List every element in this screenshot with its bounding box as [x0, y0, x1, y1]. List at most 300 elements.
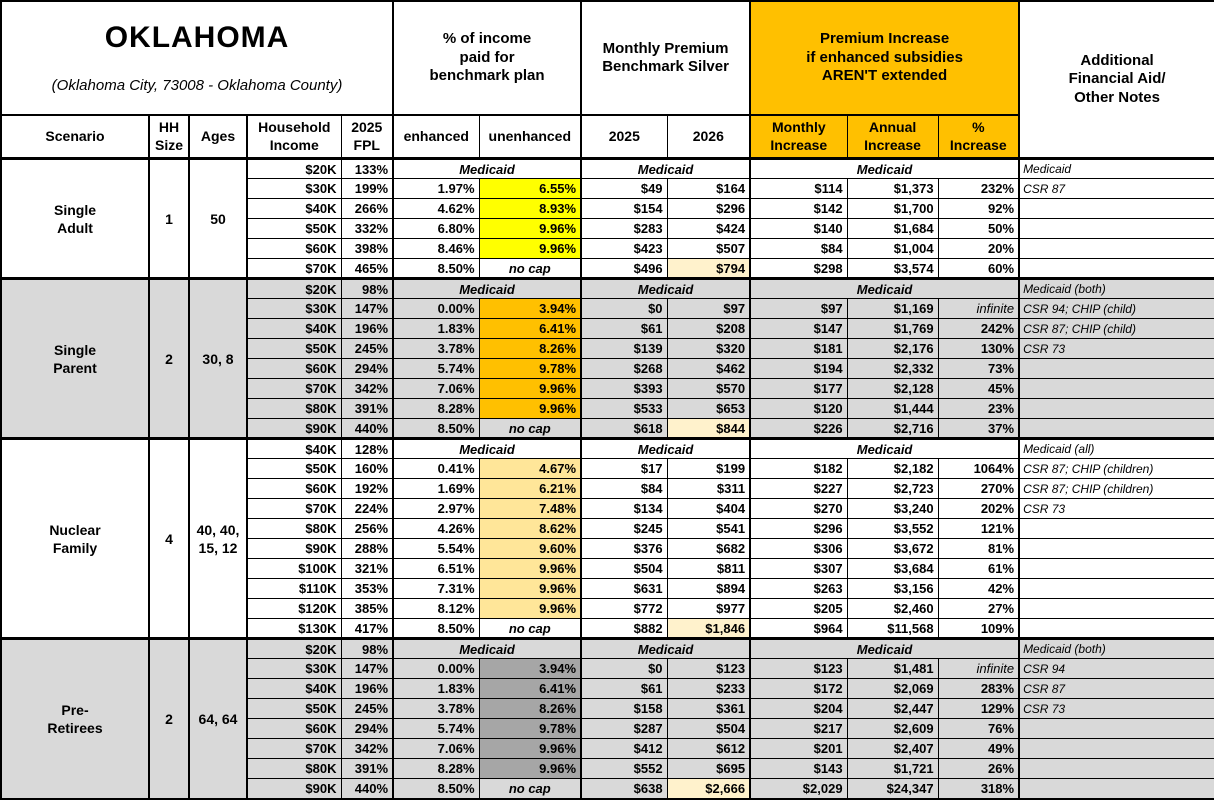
- note-cell: [1019, 379, 1214, 399]
- annual-increase-cell: $2,609: [847, 719, 938, 739]
- medicaid-merged-cell: Medicaid: [750, 159, 1019, 179]
- annual-increase-cell: $1,169: [847, 299, 938, 319]
- monthly-increase-cell: $182: [750, 459, 847, 479]
- income-cell: $40K: [247, 679, 341, 699]
- premium-2026-cell: $123: [667, 659, 750, 679]
- income-cell: $60K: [247, 479, 341, 499]
- enhanced-pct-cell: 8.50%: [393, 419, 479, 439]
- note-cell: Medicaid (both): [1019, 279, 1214, 299]
- enhanced-pct-cell: 5.54%: [393, 539, 479, 559]
- enhanced-pct-cell: 1.69%: [393, 479, 479, 499]
- enhanced-pct-cell: 7.06%: [393, 379, 479, 399]
- medicaid-merged-cell: Medicaid: [750, 279, 1019, 299]
- note-cell: CSR 87; CHIP (child): [1019, 319, 1214, 339]
- fpl-cell: 192%: [341, 479, 393, 499]
- premium-2025-cell: $376: [581, 539, 667, 559]
- pct-increase-cell: 318%: [938, 779, 1019, 799]
- enhanced-pct-cell: 2.97%: [393, 499, 479, 519]
- premium-2026-cell: $811: [667, 559, 750, 579]
- unenhanced-pct-cell: 6.21%: [479, 479, 581, 499]
- unenhanced-pct-cell: 3.94%: [479, 299, 581, 319]
- income-cell: $80K: [247, 399, 341, 419]
- col-header-annual-increase: Annual Increase: [847, 115, 938, 159]
- medicaid-merged-cell: Medicaid: [581, 159, 750, 179]
- annual-increase-cell: $1,700: [847, 199, 938, 219]
- note-cell: CSR 87; CHIP (children): [1019, 459, 1214, 479]
- note-cell: CSR 94; CHIP (child): [1019, 299, 1214, 319]
- note-cell: Medicaid (all): [1019, 439, 1214, 459]
- unenhanced-pct-cell: 9.96%: [479, 739, 581, 759]
- unenhanced-pct-cell: 6.41%: [479, 679, 581, 699]
- annual-increase-cell: $2,128: [847, 379, 938, 399]
- col-header-ages: Ages: [189, 115, 247, 159]
- premium-2025-cell: $0: [581, 299, 667, 319]
- unenhanced-pct-cell: 9.96%: [479, 399, 581, 419]
- premium-2025-cell: $423: [581, 239, 667, 259]
- enhanced-pct-cell: 8.28%: [393, 759, 479, 779]
- premium-2026-cell: $682: [667, 539, 750, 559]
- monthly-increase-cell: $2,029: [750, 779, 847, 799]
- income-cell: $50K: [247, 699, 341, 719]
- monthly-increase-cell: $177: [750, 379, 847, 399]
- note-cell: CSR 73: [1019, 699, 1214, 719]
- col-header-monthly-increase: Monthly Increase: [750, 115, 847, 159]
- income-cell: $30K: [247, 179, 341, 199]
- pct-increase-cell: 202%: [938, 499, 1019, 519]
- pct-increase-cell: 73%: [938, 359, 1019, 379]
- income-cell: $90K: [247, 419, 341, 439]
- premium-2025-cell: $533: [581, 399, 667, 419]
- fpl-cell: 440%: [341, 419, 393, 439]
- pct-increase-cell: 23%: [938, 399, 1019, 419]
- annual-increase-cell: $3,240: [847, 499, 938, 519]
- table-title-block: [1, 1, 393, 115]
- medicaid-merged-cell: Medicaid: [393, 159, 581, 179]
- premium-2026-cell: $296: [667, 199, 750, 219]
- fpl-cell: 417%: [341, 619, 393, 639]
- annual-increase-cell: $2,332: [847, 359, 938, 379]
- hh-size-cell: 2: [149, 279, 189, 439]
- note-cell: [1019, 779, 1214, 799]
- ages-cell: 40, 40, 15, 12: [189, 439, 247, 639]
- premium-2025-cell: $61: [581, 679, 667, 699]
- enhanced-pct-cell: 8.50%: [393, 259, 479, 279]
- col-header-unenhanced: unenhanced: [479, 115, 581, 159]
- annual-increase-cell: $1,481: [847, 659, 938, 679]
- medicaid-merged-cell: Medicaid: [581, 639, 750, 659]
- income-cell: $60K: [247, 719, 341, 739]
- col-header-pct-increase: % Increase: [938, 115, 1019, 159]
- annual-increase-cell: $2,069: [847, 679, 938, 699]
- enhanced-pct-cell: 1.83%: [393, 679, 479, 699]
- enhanced-pct-cell: 6.80%: [393, 219, 479, 239]
- note-cell: [1019, 559, 1214, 579]
- income-cell: $70K: [247, 259, 341, 279]
- monthly-increase-cell: $298: [750, 259, 847, 279]
- income-cell: $100K: [247, 559, 341, 579]
- note-cell: [1019, 259, 1214, 279]
- annual-increase-cell: $3,156: [847, 579, 938, 599]
- premium-2026-cell: $653: [667, 399, 750, 419]
- enhanced-pct-cell: 7.31%: [393, 579, 479, 599]
- fpl-cell: 128%: [341, 439, 393, 459]
- income-cell: $70K: [247, 739, 341, 759]
- pct-increase-cell: 232%: [938, 179, 1019, 199]
- unenhanced-pct-cell: 9.96%: [479, 559, 581, 579]
- fpl-cell: 321%: [341, 559, 393, 579]
- premium-2025-cell: $84: [581, 479, 667, 499]
- header-pct-income: % of income paid for benchmark plan: [393, 1, 581, 115]
- premium-2026-cell: $320: [667, 339, 750, 359]
- scenario-label: Nuclear Family: [1, 439, 149, 639]
- fpl-cell: 391%: [341, 399, 393, 419]
- income-cell: $70K: [247, 499, 341, 519]
- premium-2025-cell: $17: [581, 459, 667, 479]
- ages-cell: 50: [189, 159, 247, 279]
- enhanced-pct-cell: 4.26%: [393, 519, 479, 539]
- scenario-label: Pre- Retirees: [1, 639, 149, 799]
- note-cell: [1019, 759, 1214, 779]
- note-cell: [1019, 739, 1214, 759]
- note-cell: CSR 87: [1019, 179, 1214, 199]
- premium-2026-cell: $695: [667, 759, 750, 779]
- fpl-cell: 294%: [341, 359, 393, 379]
- scenario-label: Single Parent: [1, 279, 149, 439]
- unenhanced-pct-cell: 6.55%: [479, 179, 581, 199]
- annual-increase-cell: $1,769: [847, 319, 938, 339]
- income-cell: $40K: [247, 319, 341, 339]
- premium-2025-cell: $154: [581, 199, 667, 219]
- premium-2026-cell: $1,846: [667, 619, 750, 639]
- premium-2026-cell: $844: [667, 419, 750, 439]
- enhanced-pct-cell: 7.06%: [393, 739, 479, 759]
- monthly-increase-cell: $172: [750, 679, 847, 699]
- premium-2026-cell: $208: [667, 319, 750, 339]
- income-cell: $90K: [247, 779, 341, 799]
- unenhanced-pct-cell: 8.93%: [479, 199, 581, 219]
- enhanced-pct-cell: 8.28%: [393, 399, 479, 419]
- annual-increase-cell: $24,347: [847, 779, 938, 799]
- premium-2026-cell: $361: [667, 699, 750, 719]
- monthly-increase-cell: $296: [750, 519, 847, 539]
- fpl-cell: 294%: [341, 719, 393, 739]
- annual-increase-cell: $3,684: [847, 559, 938, 579]
- note-cell: CSR 87: [1019, 679, 1214, 699]
- hh-size-cell: 2: [149, 639, 189, 799]
- income-cell: $40K: [247, 439, 341, 459]
- hh-size-cell: 1: [149, 159, 189, 279]
- fpl-cell: 199%: [341, 179, 393, 199]
- pct-increase-cell: 60%: [938, 259, 1019, 279]
- enhanced-pct-cell: 3.78%: [393, 699, 479, 719]
- enhanced-pct-cell: 1.97%: [393, 179, 479, 199]
- premium-2026-cell: $164: [667, 179, 750, 199]
- page-title: OKLAHOMA: [104, 21, 290, 55]
- monthly-increase-cell: $201: [750, 739, 847, 759]
- premium-2025-cell: $268: [581, 359, 667, 379]
- medicaid-merged-cell: Medicaid: [750, 639, 1019, 659]
- annual-increase-cell: $1,373: [847, 179, 938, 199]
- fpl-cell: 342%: [341, 379, 393, 399]
- pct-increase-cell: 130%: [938, 339, 1019, 359]
- pct-increase-cell: 1064%: [938, 459, 1019, 479]
- income-cell: $40K: [247, 199, 341, 219]
- note-cell: [1019, 619, 1214, 639]
- col-header-fpl: 2025 FPL: [341, 115, 393, 159]
- unenhanced-pct-cell: 9.96%: [479, 379, 581, 399]
- medicaid-merged-cell: Medicaid: [750, 439, 1019, 459]
- enhanced-pct-cell: 6.51%: [393, 559, 479, 579]
- monthly-increase-cell: $123: [750, 659, 847, 679]
- pct-increase-cell: infinite: [938, 299, 1019, 319]
- pct-increase-cell: 242%: [938, 319, 1019, 339]
- col-header-2025: 2025: [581, 115, 667, 159]
- monthly-increase-cell: $143: [750, 759, 847, 779]
- ages-cell: 30, 8: [189, 279, 247, 439]
- unenhanced-pct-cell: 9.60%: [479, 539, 581, 559]
- note-cell: [1019, 219, 1214, 239]
- note-cell: [1019, 239, 1214, 259]
- income-cell: $50K: [247, 219, 341, 239]
- unenhanced-pct-cell: no cap: [479, 779, 581, 799]
- annual-increase-cell: $2,716: [847, 419, 938, 439]
- fpl-cell: 98%: [341, 639, 393, 659]
- monthly-increase-cell: $142: [750, 199, 847, 219]
- premium-2025-cell: $61: [581, 319, 667, 339]
- annual-increase-cell: $1,721: [847, 759, 938, 779]
- annual-increase-cell: $1,444: [847, 399, 938, 419]
- monthly-increase-cell: $226: [750, 419, 847, 439]
- enhanced-pct-cell: 0.41%: [393, 459, 479, 479]
- fpl-cell: 147%: [341, 299, 393, 319]
- income-cell: $110K: [247, 579, 341, 599]
- income-cell: $50K: [247, 459, 341, 479]
- premium-2025-cell: $393: [581, 379, 667, 399]
- income-cell: $20K: [247, 279, 341, 299]
- enhanced-pct-cell: 0.00%: [393, 659, 479, 679]
- monthly-increase-cell: $205: [750, 599, 847, 619]
- income-cell: $120K: [247, 599, 341, 619]
- income-cell: $60K: [247, 239, 341, 259]
- premium-2026-cell: $462: [667, 359, 750, 379]
- income-cell: $30K: [247, 659, 341, 679]
- annual-increase-cell: $2,407: [847, 739, 938, 759]
- monthly-increase-cell: $204: [750, 699, 847, 719]
- unenhanced-pct-cell: 9.96%: [479, 759, 581, 779]
- annual-increase-cell: $2,723: [847, 479, 938, 499]
- monthly-increase-cell: $964: [750, 619, 847, 639]
- fpl-cell: 256%: [341, 519, 393, 539]
- pct-increase-cell: 50%: [938, 219, 1019, 239]
- annual-increase-cell: $3,672: [847, 539, 938, 559]
- premium-2025-cell: $638: [581, 779, 667, 799]
- premium-2026-cell: $2,666: [667, 779, 750, 799]
- hh-size-cell: 4: [149, 439, 189, 639]
- fpl-cell: 385%: [341, 599, 393, 619]
- note-cell: [1019, 419, 1214, 439]
- note-cell: [1019, 399, 1214, 419]
- unenhanced-pct-cell: 4.67%: [479, 459, 581, 479]
- unenhanced-pct-cell: no cap: [479, 419, 581, 439]
- premium-2025-cell: $631: [581, 579, 667, 599]
- pct-increase-cell: 76%: [938, 719, 1019, 739]
- income-cell: $20K: [247, 639, 341, 659]
- unenhanced-pct-cell: no cap: [479, 259, 581, 279]
- premium-2026-cell: $570: [667, 379, 750, 399]
- fpl-cell: 353%: [341, 579, 393, 599]
- header-monthly-premium: Monthly Premium Benchmark Silver: [581, 1, 750, 115]
- premium-2025-cell: $618: [581, 419, 667, 439]
- unenhanced-pct-cell: 8.62%: [479, 519, 581, 539]
- premium-2026-cell: $541: [667, 519, 750, 539]
- pct-increase-cell: 81%: [938, 539, 1019, 559]
- premium-2026-cell: $97: [667, 299, 750, 319]
- pct-increase-cell: 37%: [938, 419, 1019, 439]
- pct-increase-cell: 20%: [938, 239, 1019, 259]
- premium-2025-cell: $49: [581, 179, 667, 199]
- annual-increase-cell: $1,684: [847, 219, 938, 239]
- header-notes: Additional Financial Aid/ Other Notes: [1019, 1, 1214, 159]
- note-cell: CSR 94: [1019, 659, 1214, 679]
- premium-2026-cell: $199: [667, 459, 750, 479]
- fpl-cell: 342%: [341, 739, 393, 759]
- income-cell: $20K: [247, 159, 341, 179]
- enhanced-pct-cell: 8.50%: [393, 619, 479, 639]
- income-cell: $50K: [247, 339, 341, 359]
- note-cell: [1019, 599, 1214, 619]
- unenhanced-pct-cell: 9.78%: [479, 359, 581, 379]
- premium-2025-cell: $0: [581, 659, 667, 679]
- premium-2026-cell: $977: [667, 599, 750, 619]
- premium-2025-cell: $245: [581, 519, 667, 539]
- note-cell: [1019, 199, 1214, 219]
- fpl-cell: 440%: [341, 779, 393, 799]
- note-cell: [1019, 539, 1214, 559]
- enhanced-pct-cell: 0.00%: [393, 299, 479, 319]
- income-cell: $80K: [247, 759, 341, 779]
- income-cell: $90K: [247, 539, 341, 559]
- monthly-increase-cell: $114: [750, 179, 847, 199]
- premium-2025-cell: $772: [581, 599, 667, 619]
- scenario-label: Single Adult: [1, 159, 149, 279]
- pct-increase-cell: 26%: [938, 759, 1019, 779]
- premium-2026-cell: $504: [667, 719, 750, 739]
- pct-increase-cell: 270%: [938, 479, 1019, 499]
- monthly-increase-cell: $194: [750, 359, 847, 379]
- fpl-cell: 398%: [341, 239, 393, 259]
- premium-2026-cell: $424: [667, 219, 750, 239]
- monthly-increase-cell: $217: [750, 719, 847, 739]
- fpl-cell: 196%: [341, 319, 393, 339]
- annual-increase-cell: $11,568: [847, 619, 938, 639]
- unenhanced-pct-cell: 9.96%: [479, 599, 581, 619]
- enhanced-pct-cell: 8.50%: [393, 779, 479, 799]
- note-cell: [1019, 359, 1214, 379]
- enhanced-pct-cell: 8.12%: [393, 599, 479, 619]
- premium-2025-cell: $139: [581, 339, 667, 359]
- pct-increase-cell: infinite: [938, 659, 1019, 679]
- premium-2025-cell: $158: [581, 699, 667, 719]
- fpl-cell: 391%: [341, 759, 393, 779]
- premium-2026-cell: $311: [667, 479, 750, 499]
- pct-increase-cell: 109%: [938, 619, 1019, 639]
- medicaid-merged-cell: Medicaid: [393, 279, 581, 299]
- medicaid-merged-cell: Medicaid: [581, 439, 750, 459]
- annual-increase-cell: $3,574: [847, 259, 938, 279]
- fpl-cell: 332%: [341, 219, 393, 239]
- header-premium-increase: Premium Increase if enhanced subsidies AREN'T extended: [750, 1, 1019, 115]
- annual-increase-cell: $1,004: [847, 239, 938, 259]
- note-cell: Medicaid (both): [1019, 639, 1214, 659]
- note-cell: CSR 73: [1019, 339, 1214, 359]
- pct-increase-cell: 49%: [938, 739, 1019, 759]
- monthly-increase-cell: $306: [750, 539, 847, 559]
- fpl-cell: 224%: [341, 499, 393, 519]
- col-header-enhanced: enhanced: [393, 115, 479, 159]
- unenhanced-pct-cell: 9.78%: [479, 719, 581, 739]
- note-cell: Medicaid: [1019, 159, 1214, 179]
- unenhanced-pct-cell: no cap: [479, 619, 581, 639]
- monthly-increase-cell: $147: [750, 319, 847, 339]
- page-subtitle: (Oklahoma City, 73008 - Oklahoma County): [51, 77, 343, 95]
- fpl-cell: 465%: [341, 259, 393, 279]
- premium-2025-cell: $882: [581, 619, 667, 639]
- note-cell: [1019, 519, 1214, 539]
- unenhanced-pct-cell: 7.48%: [479, 499, 581, 519]
- enhanced-pct-cell: 5.74%: [393, 359, 479, 379]
- premium-2025-cell: $134: [581, 499, 667, 519]
- premium-2026-cell: $794: [667, 259, 750, 279]
- col-header-income: Household Income: [247, 115, 341, 159]
- income-cell: $60K: [247, 359, 341, 379]
- monthly-increase-cell: $307: [750, 559, 847, 579]
- fpl-cell: 288%: [341, 539, 393, 559]
- monthly-increase-cell: $270: [750, 499, 847, 519]
- fpl-cell: 147%: [341, 659, 393, 679]
- annual-increase-cell: $2,460: [847, 599, 938, 619]
- pct-increase-cell: 92%: [938, 199, 1019, 219]
- fpl-cell: 160%: [341, 459, 393, 479]
- monthly-increase-cell: $263: [750, 579, 847, 599]
- enhanced-pct-cell: 1.83%: [393, 319, 479, 339]
- enhanced-pct-cell: 5.74%: [393, 719, 479, 739]
- premium-2026-cell: $507: [667, 239, 750, 259]
- pct-increase-cell: 129%: [938, 699, 1019, 719]
- fpl-cell: 245%: [341, 699, 393, 719]
- premium-2025-cell: $504: [581, 559, 667, 579]
- pct-increase-cell: 42%: [938, 579, 1019, 599]
- annual-increase-cell: $2,447: [847, 699, 938, 719]
- unenhanced-pct-cell: 8.26%: [479, 699, 581, 719]
- pct-increase-cell: 27%: [938, 599, 1019, 619]
- monthly-increase-cell: $97: [750, 299, 847, 319]
- pct-increase-cell: 283%: [938, 679, 1019, 699]
- pct-increase-cell: 61%: [938, 559, 1019, 579]
- fpl-cell: 196%: [341, 679, 393, 699]
- premium-2025-cell: $496: [581, 259, 667, 279]
- medicaid-merged-cell: Medicaid: [393, 639, 581, 659]
- note-cell: CSR 73: [1019, 499, 1214, 519]
- monthly-increase-cell: $84: [750, 239, 847, 259]
- fpl-cell: 98%: [341, 279, 393, 299]
- premium-2026-cell: $404: [667, 499, 750, 519]
- note-cell: CSR 87; CHIP (children): [1019, 479, 1214, 499]
- unenhanced-pct-cell: 9.96%: [479, 579, 581, 599]
- unenhanced-pct-cell: 3.94%: [479, 659, 581, 679]
- unenhanced-pct-cell: 6.41%: [479, 319, 581, 339]
- income-cell: $30K: [247, 299, 341, 319]
- premium-2026-cell: $612: [667, 739, 750, 759]
